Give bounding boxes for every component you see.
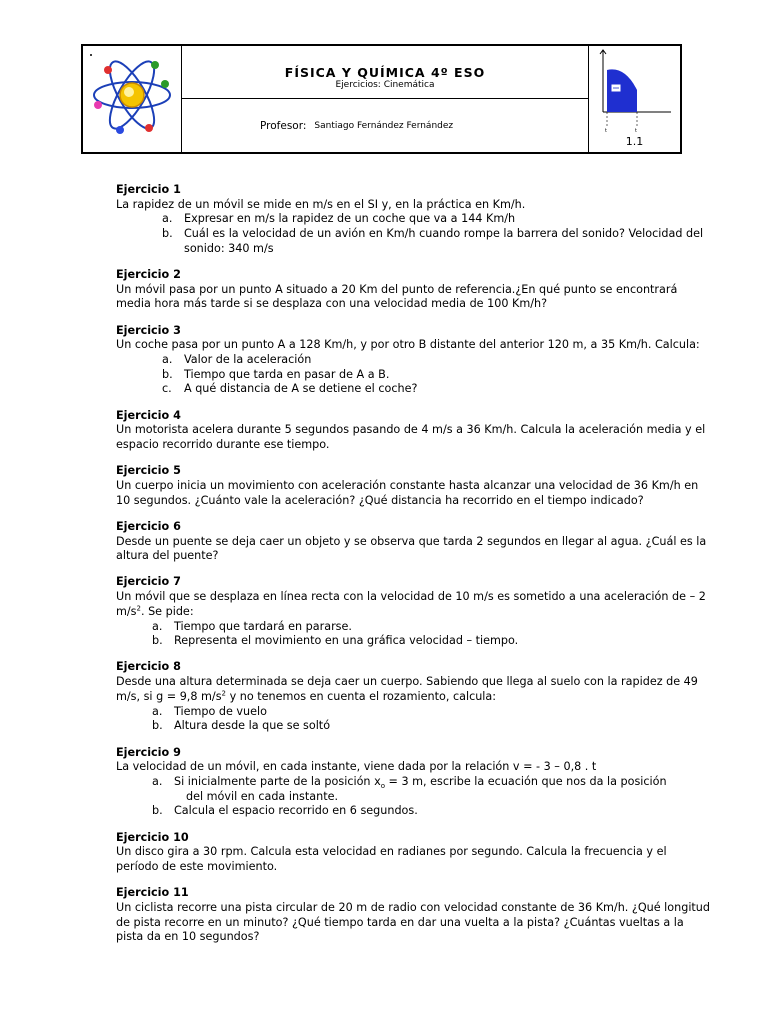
- exercise-4: [116, 409, 712, 453]
- exercise-7: [116, 575, 712, 649]
- list-item: [116, 620, 712, 635]
- item-letter: b.: [162, 227, 173, 241]
- text-part: = 3 m, escribe la ecuación que nos da la posición: [385, 774, 667, 788]
- exercise-1: [116, 183, 712, 257]
- item-text: A qué distancia de A se detiene el coche?: [184, 382, 418, 396]
- exercise-text: Desde un puente se deja caer un objeto y se observa que tarda 2 segundos en llegar al agua. ¿Cuál es la altura del puente?: [116, 534, 707, 563]
- exercise-text: Un coche pasa por un punto A a 128 Km/h, y por otro B distante del anterior 120 m, a 35 Km/h. Calcula:: [116, 338, 700, 352]
- logo-cell: [83, 46, 182, 152]
- exercise-list: [116, 183, 712, 956]
- exercise-6: [116, 520, 712, 564]
- worksheet-header: [81, 44, 682, 154]
- teacher-label: Profesor:: [260, 119, 307, 132]
- exercise-text: [116, 590, 712, 619]
- item-letter: c.: [162, 382, 172, 396]
- exercise-title: Ejercicio 11: [116, 886, 189, 900]
- list-item: [116, 719, 712, 734]
- exercise-title: Ejercicio 6: [116, 519, 181, 533]
- list-item: [116, 775, 712, 804]
- exercise-items: [116, 353, 712, 397]
- item-text: Cuál es la velocidad de un avión en Km/h cuando rompe la barrera del sonido? Velocidad del sonido: 340 m/s: [184, 227, 704, 255]
- exercise-items: [116, 620, 712, 649]
- list-item: [116, 353, 712, 368]
- teacher-name: Santiago Fernández Fernández: [314, 120, 454, 131]
- list-item: [116, 804, 712, 819]
- item-letter: a.: [152, 704, 163, 718]
- exercise-title: Ejercicio 9: [116, 745, 181, 759]
- exercise-text: Un motorista acelera durante 5 segundos pasando de 4 m/s a 36 Km/h. Calcula la aceleración media y el espacio recorrido durante ese tiempo.: [116, 423, 706, 452]
- svg-text:t: t: [635, 128, 637, 134]
- exercise-8: [116, 660, 712, 734]
- item-text: [174, 775, 667, 804]
- item-letter: a.: [152, 619, 163, 633]
- exercise-text: [116, 675, 712, 704]
- item-text: Altura desde la que se soltó: [174, 719, 331, 733]
- item-letter: b.: [152, 804, 163, 818]
- page-title: FÍSICA Y QUÍMICA 4º ESO: [284, 65, 486, 80]
- item-text: Tiempo que tarda en pasar de A a B.: [184, 367, 390, 381]
- exercise-title: Ejercicio 3: [116, 323, 181, 337]
- exercise-title: Ejercicio 4: [116, 408, 181, 422]
- exercise-text: Un disco gira a 30 rpm. Calcula esta velocidad en radianes por segundo. Calcula la frecuencia y el período de este movimiento.: [116, 845, 667, 873]
- superscript: 2: [136, 604, 141, 613]
- item-text: Expresar en m/s la rapidez de un coche que va a 144 Km/h: [184, 212, 516, 226]
- exercise-title: Ejercicio 10: [116, 830, 189, 844]
- velocity-time-graph-icon: [589, 46, 678, 136]
- text-part: . Se pide:: [140, 604, 194, 618]
- exercise-2: [116, 268, 712, 312]
- exercise-title: Ejercicio 1: [116, 183, 181, 196]
- item-letter: a.: [152, 774, 163, 788]
- exercise-5: [116, 464, 712, 508]
- list-item: [116, 382, 712, 397]
- list-item: [116, 368, 712, 383]
- superscript: 2: [221, 689, 227, 698]
- header-graph-cell: [589, 46, 680, 152]
- exercise-text: La velocidad de un móvil, en cada instante, viene dada por la relación v = - 3 – 0,8 . t: [116, 760, 597, 774]
- list-item: [116, 634, 712, 649]
- page-subtitle: Ejercicios: Cinemática: [335, 80, 435, 90]
- exercise-title: Ejercicio 8: [116, 660, 181, 674]
- list-item: [116, 705, 712, 720]
- exercise-3: [116, 324, 712, 398]
- item-text: Tiempo que tardará en pararse.: [174, 619, 352, 633]
- header-title-block: [182, 46, 588, 99]
- exercise-text: La rapidez de un móvil se mide en m/s en el SI y, en la práctica en Km/h.: [116, 197, 526, 211]
- exercise-11: [116, 886, 712, 945]
- item-letter: b.: [152, 634, 163, 648]
- item-letter: a.: [162, 212, 173, 226]
- svg-text:t: t: [605, 128, 607, 134]
- exercise-items: [116, 775, 712, 819]
- text-part: y no tenemos en cuenta el rozamiento, calcula:: [226, 689, 497, 703]
- subscript: o: [380, 782, 385, 791]
- exercise-text: Un cuerpo inicia un movimiento con aceleración constante hasta alcanzar una velocidad de 36 Km/h en 10 segundos. ¿Cuánto vale la aceleración? ¿Qué distancia ha recorrido en el tiempo indicado?: [116, 478, 699, 507]
- text-part: Desde una altura determinada se deja caer un cuerpo. Sabiendo que llega al suelo con la rapidez de 49 m/s, si g = 9,8 m/s: [116, 675, 698, 703]
- exercise-items: [116, 705, 712, 734]
- text-part: Un móvil que se desplaza en línea recta con la velocidad de 10 m/s es sometido a una aceleración de – 2 m/s: [116, 590, 706, 618]
- exercise-title: Ejercicio 5: [116, 464, 181, 478]
- item-text: Tiempo de vuelo: [174, 704, 267, 718]
- exercise-text: Un ciclista recorre una pista circular de 20 m de radio con velocidad constante de 36 Km/h. ¿Qué longitud de pista recorre en un minuto? ¿Qué tiempo tarda en dar una vuelta a la pista? ¿Cuántas vueltas a la pista da en 10 segundos?: [116, 900, 711, 944]
- page-number: 1.1: [625, 135, 644, 148]
- item-text: Valor de la aceleración: [184, 353, 312, 367]
- atom-icon: [84, 47, 180, 153]
- exercise-title: Ejercicio 2: [116, 268, 181, 282]
- item-text: Representa el movimiento en una gráfica velocidad – tiempo.: [174, 634, 519, 648]
- exercise-9: [116, 746, 712, 820]
- exercise-items: [116, 212, 712, 256]
- exercise-text: Un móvil pasa por un punto A situado a 20 Km del punto de referencia.¿En qué punto se encontrará media hora más tarde si se desplaza con una velocidad media de 100 Km/h?: [116, 282, 678, 311]
- item-text: Calcula el espacio recorrido en 6 segundos.: [174, 804, 418, 818]
- item-letter: b.: [152, 719, 163, 733]
- item-letter: a.: [162, 353, 173, 367]
- text-part: Si inicialmente parte de la posición x: [174, 774, 381, 788]
- item-letter: b.: [162, 367, 173, 381]
- header-title-cell: [182, 46, 589, 152]
- exercise-title: Ejercicio 7: [116, 575, 181, 589]
- text-part: del móvil en cada instante.: [186, 789, 339, 803]
- teacher-line: [182, 99, 588, 152]
- list-item: [116, 212, 712, 227]
- exercise-10: [116, 831, 712, 875]
- list-item: [116, 227, 712, 256]
